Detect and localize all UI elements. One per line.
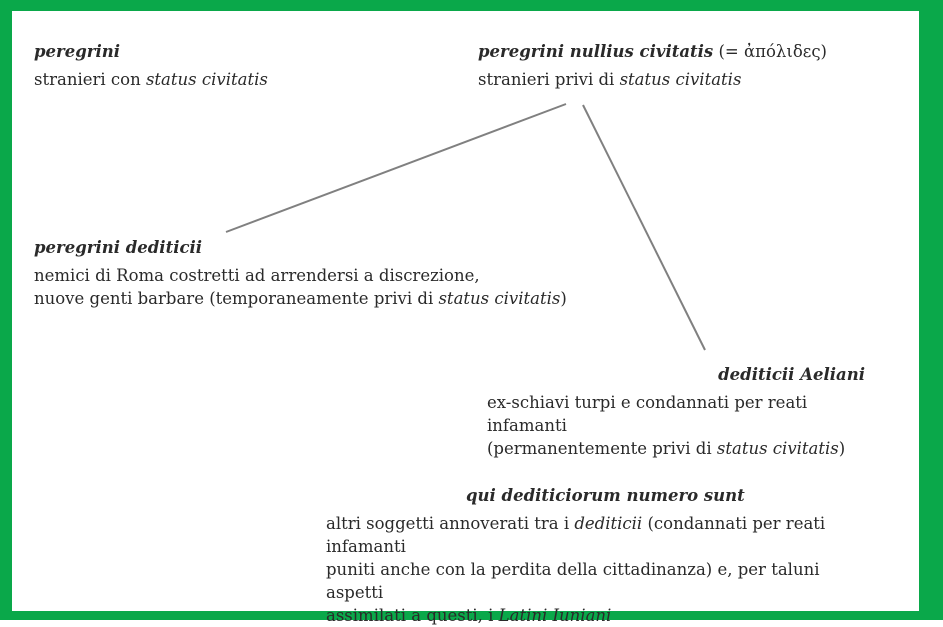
- node-qui-title: qui dediticiorum numero sunt: [466, 486, 745, 505]
- node-peregrini-title: peregrini: [34, 42, 120, 61]
- node-aeliani-title: dediticii Aeliani: [718, 365, 865, 384]
- node-qui-line1-text: altri soggetti annoverati tra i: [326, 514, 575, 533]
- node-nullius-title-text: peregrini nullius civitatis: [478, 42, 714, 61]
- node-dediticii-line1: nemici di Roma costretti ad arrendersi a discrezione,: [34, 266, 480, 285]
- node-peregrini: [34, 40, 268, 91]
- node-qui-line1-suffix: (condannati per reati infamanti: [326, 514, 826, 556]
- node-nullius-desc: [478, 68, 827, 91]
- node-qui-line3-italic: Latini Iuniani: [498, 606, 612, 625]
- node-qui-line1: [326, 512, 866, 558]
- node-dediticii-title: peregrini dediticii: [34, 238, 203, 257]
- node-aeliani-line2: [487, 437, 865, 460]
- node-dediticii-line2-italic: status civitatis: [438, 289, 561, 308]
- node-dediticii-line2-suffix: ): [560, 289, 567, 308]
- node-dediticii-line2: [34, 287, 567, 310]
- node-peregrini-desc-text: stranieri con: [34, 70, 146, 89]
- node-nullius-desc-text: stranieri privi di: [478, 70, 620, 89]
- node-aeliani-line2-suffix: ): [838, 439, 846, 458]
- node-peregrini-desc-italic: status civitatis: [145, 70, 268, 89]
- node-nullius-title: [478, 40, 827, 63]
- node-qui-line1-italic: dediticii: [574, 514, 643, 533]
- node-qui-line3-text: assimilati a questi, i: [326, 606, 499, 625]
- node-aeliani-line2-italic: status civitatis: [716, 439, 839, 458]
- node-peregrini-nullius-civitatis: [478, 40, 827, 91]
- node-aeliani-line1: ex-schiavi turpi e condannati per reati infamanti: [487, 393, 808, 435]
- node-aeliani-line2-text: (permanentemente privi di: [487, 439, 717, 458]
- node-nullius-desc-italic: status civitatis: [619, 70, 742, 89]
- node-qui-line2: puniti anche con la perdita della cittadinanza) e, per taluni aspetti: [326, 560, 820, 602]
- node-peregrini-dediticii: [34, 236, 567, 310]
- node-qui-dediticiorum-numero-sunt: [326, 484, 866, 627]
- node-peregrini-desc: [34, 68, 268, 91]
- node-nullius-title-greek: (= ἀπόλιδες): [713, 42, 827, 61]
- node-dediticii-line2-text: nuove genti barbare (temporaneamente privi di: [34, 289, 439, 308]
- node-dediticii-aeliani: [487, 363, 865, 460]
- node-qui-line3: [326, 604, 866, 627]
